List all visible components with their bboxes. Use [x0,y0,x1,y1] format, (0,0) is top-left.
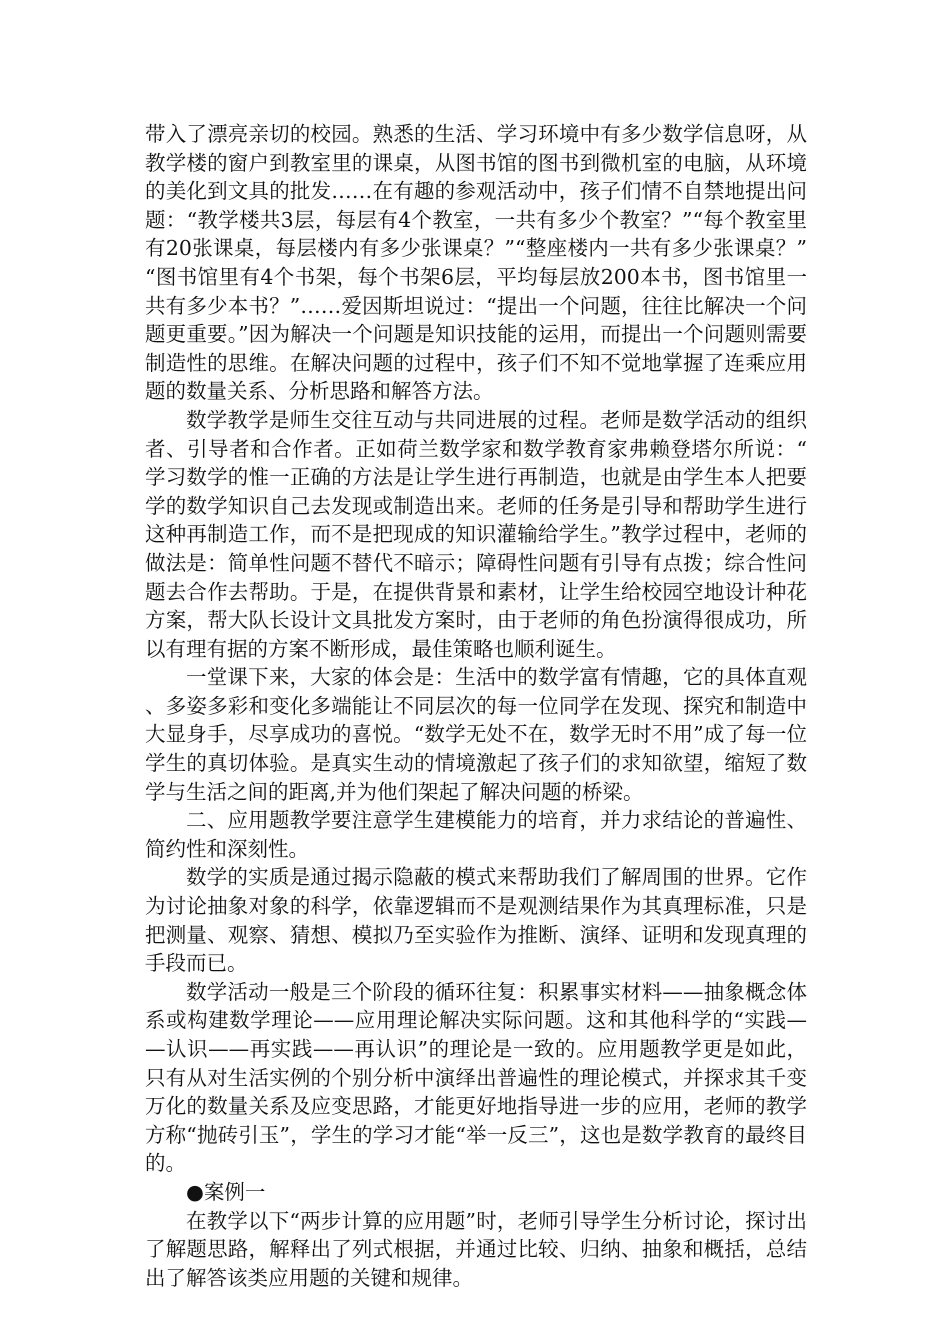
document-body [145,120,807,1292]
paragraph-math-essence: 数学的实质是通过揭示隐蔽的模式来帮助我们了解周围的世界。它作为讨论抽象对象的科学，依靠逻辑而不是观测结果作为其真理标准，只是把测量、观察、猜想、模拟乃至实验作为推断、演绎、证明和发现真理的手段而已。 [145,865,807,976]
paragraph-teacher-role: 数学教学是师生交往互动与共同进展的过程。老师是数学活动的组织者、引导者和合作者。正如荷兰数学家和数学教育家弗赖登塔尔所说：“学习数学的惟一正确的方法是让学生进行再制造，也就是由学生本人把要学的数学知识自己去发现或制造出来。老师的任务是引导和帮助学生进行这种再制造工作，而不是把现成的知识灌输给学生。”教学过程中，老师的做法是：简单性问题不替代不暗示；障碍性问题有引导有点拨；综合性问题去合作去帮助。于是，在提供背景和素材，让学生给校园空地设计种花方案，帮大队长设计文具批发方案时，由于老师的角色扮演得很成功，所以有理有据的方案不断形成，最佳策略也顺利诞生。 [145,407,807,661]
case-heading-one: ●案例一 [186,1179,266,1204]
section-heading-modeling: 二、应用题教学要注意学生建模能力的培育，并力求结论的普遍性、简约性和深刻性。 [145,808,807,861]
paragraph-campus-visit: 带入了漂亮亲切的校园。熟悉的生活、学习环境中有多少数学信息呀，从教学楼的窗户到教室里的课桌，从图书馆的图书到微机室的电脑，从环境的美化到文具的批发……在有趣的参观活动中，孩子们情不自禁地提出问题：“教学楼共3层，每层有4个教室，一共有多少个教室？”“每个教室里有20张课桌，每层楼内有多少张课桌？”“整座楼内一共有多少张课桌？”“图书馆里有4个书架，每个书架6层，平均每层放200本书，图书馆里一共有多少本书？”……爱因斯坦说过：“提出一个问题，往往比解决一个问题更重要。”因为解决一个问题是知识技能的运用，而提出一个问题则需要制造性的思维。在解决问题的过程中，孩子们不知不觉地掌握了连乘应用题的数量关系、分析思路和解答方法。 [145,122,807,404]
paragraph-lesson-reflection: 一堂课下来，大家的体会是：生活中的数学富有情趣，它的具体直观、多姿多彩和变化多端能让不同层次的每一位同学在发现、探究和制造中大显身手，尽享成功的喜悦。“数学无处不在，数学无时不用”成了每一位学生的真切体验。是真实生动的情境激起了孩子们的求知欲望，缩短了数学与生活之间的距离,并为他们架起了解决问题的桥梁。 [145,665,807,804]
paragraph-case-one: 在教学以下“两步计算的应用题”时，老师引导学生分析讨论，探讨出了解题思路，解释出了列式根据，并通过比较、归纳、抽象和概括，总结出了解答该类应用题的关键和规律。 [145,1208,807,1290]
paragraph-math-activity-cycle: 数学活动一般是三个阶段的循环往复：积累事实材料——抽象概念体系或构建数学理论——应用理论解决实际问题。这和其他科学的“实践——认识——再实践——再认识”的理论是一致的。应用题教学更是如此，只有从对生活实例的个别分析中演绎出普遍性的理论模式，并探求其千变万化的数量关系及应变思路，才能更好地指导进一步的应用，老师的教学方称“抛砖引玉”，学生的学习才能“举一反三”，这也是数学教育的最终目的。 [145,979,807,1176]
